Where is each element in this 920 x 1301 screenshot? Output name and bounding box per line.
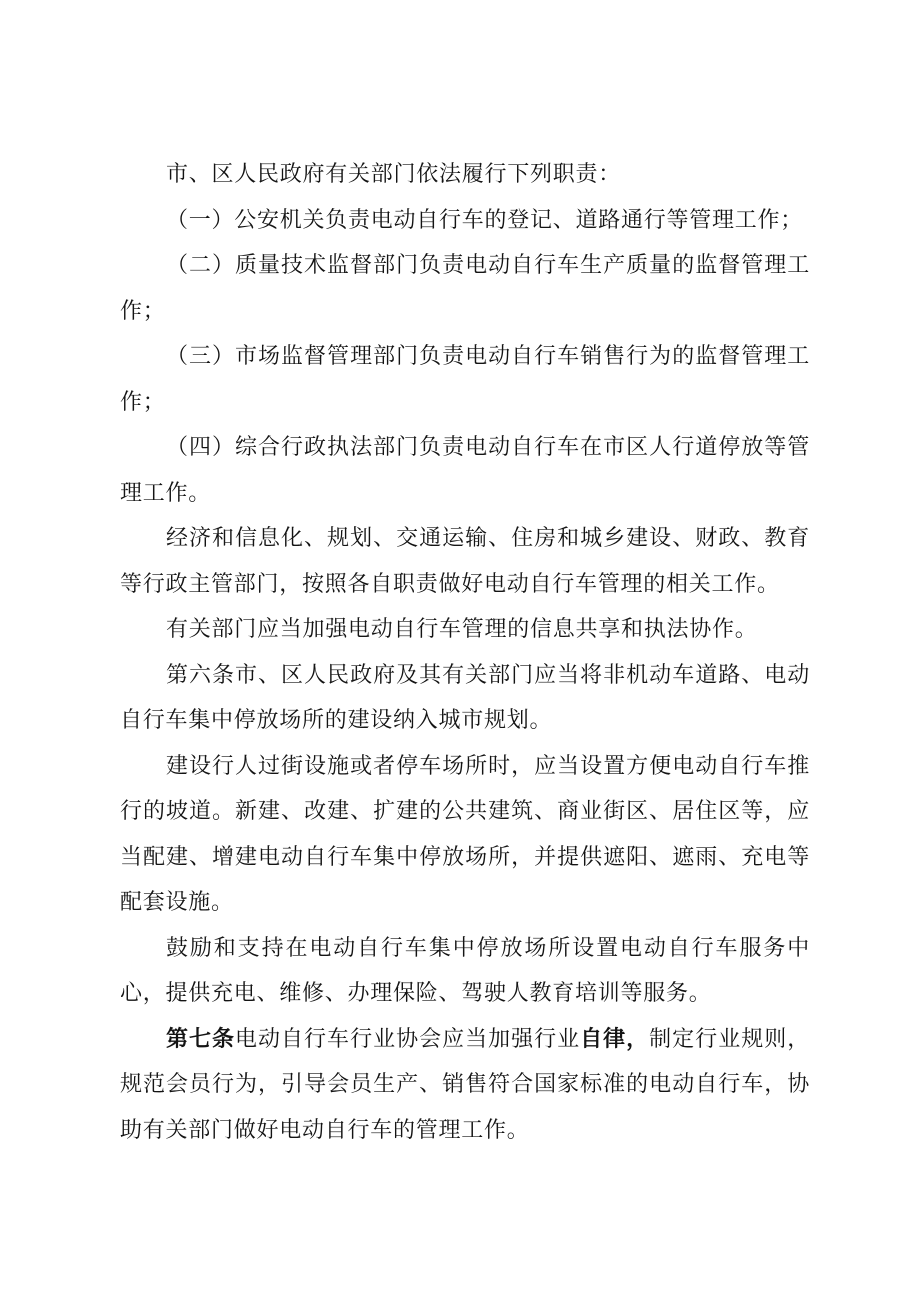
document-body xyxy=(120,152,810,1153)
paragraph-text: 第六条市、区人民政府及其有关部门应当将非机动车道路、电动自行车集中停放场所的建设纳入城市规划。 xyxy=(120,662,810,733)
paragraph xyxy=(120,1017,810,1154)
paragraph-text: （二）质量技术监督部门负责电动自行车生产质量的监督管理工作； xyxy=(120,253,810,324)
bold-text: 第七条 xyxy=(166,1026,236,1052)
paragraph xyxy=(120,243,810,334)
paragraph-text: 建设行人过街设施或者停车场所时，应当设置方便电动自行车推行的坡道。新建、改建、扩建的公共建筑、商业街区、居住区等，应当配建、增建电动自行车集中停放场所，并提供遮阳、遮雨、充电等配套设施。 xyxy=(120,753,810,915)
paragraph-text: 电动自行车行业协会应当加强行业 xyxy=(235,1026,581,1052)
paragraph-text: （三）市场监督管理部门负责电动自行车销售行为的监督管理工作； xyxy=(120,344,810,415)
paragraph xyxy=(120,926,810,1017)
paragraph xyxy=(120,744,810,926)
paragraph xyxy=(120,607,810,653)
paragraph xyxy=(120,334,810,425)
paragraph xyxy=(120,198,810,244)
paragraph-text: 有关部门应当加强电动自行车管理的信息共享和执法协作。 xyxy=(166,617,758,642)
paragraph xyxy=(120,653,810,744)
paragraph-text: 市、区人民政府有关部门依法履行下列职责： xyxy=(166,162,622,187)
paragraph-text: 鼓励和支持在电动自行车集中停放场所设置电动自行车服务中心，提供充电、维修、办理保险、驾驶人教育培训等服务。 xyxy=(120,935,810,1006)
paragraph-text: 制定行业规则，规范会员行为，引导会员生产、销售符合国家标准的电动自行车，协助有关部门做好电动自行车的管理工作。 xyxy=(120,1026,810,1143)
paragraph xyxy=(120,516,810,607)
paragraph-text: （四）综合行政执法部门负责电动自行车在市区人行道停放等管理工作。 xyxy=(120,435,810,506)
paragraph-text: （一）公安机关负责电动自行车的登记、道路通行等管理工作； xyxy=(166,207,804,233)
bold-text: 自律， xyxy=(580,1026,650,1052)
paragraph-text: 经济和信息化、规划、交通运输、住房和城乡建设、财政、教育等行政主管部门，按照各自职责做好电动自行车管理的相关工作。 xyxy=(120,526,810,597)
paragraph xyxy=(120,425,810,516)
paragraph xyxy=(120,152,810,198)
